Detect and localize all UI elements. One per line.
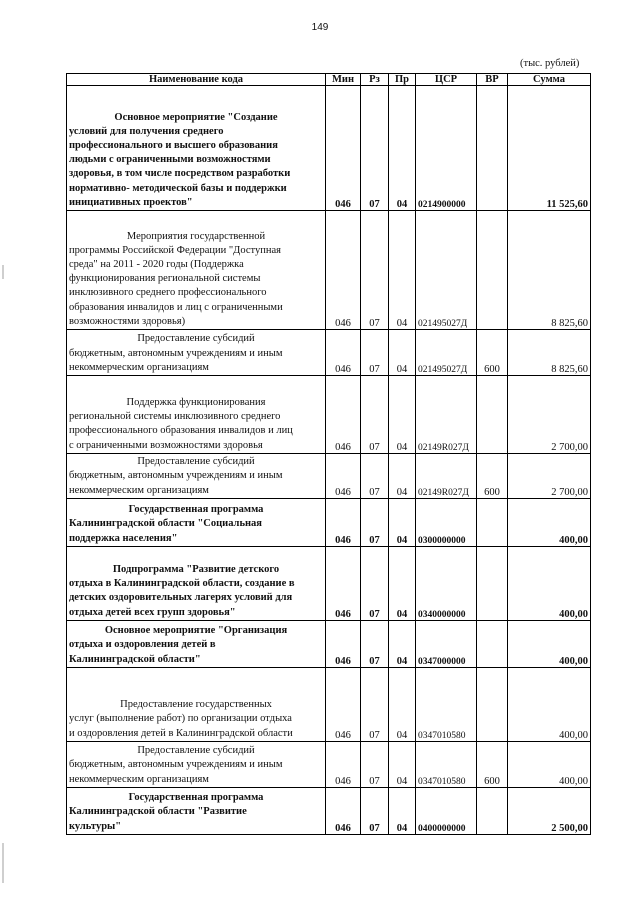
row-pr: 04 [389, 211, 416, 330]
row-csr: 0347010580 [416, 741, 477, 787]
row-sum: 8 825,60 [508, 330, 591, 376]
row-name-line: Поддержка функционирования [126, 397, 266, 408]
row-rz: 07 [361, 787, 389, 834]
row-sum: 11 525,60 [508, 86, 591, 211]
row-name-line: образования инвалидов и лиц с ограниченными [69, 301, 283, 313]
row-pr: 04 [389, 741, 416, 787]
row-sum: 2 700,00 [508, 453, 591, 498]
row-name-line: отдыха в Калининградской области, создание в [69, 578, 295, 590]
row-name [67, 86, 326, 211]
row-name-line: возможностями здоровья) [69, 315, 186, 327]
row-name-line: людьми с ограниченными возможностями [69, 154, 271, 166]
row-name-line: с ограниченными возможностями здоровья [69, 439, 263, 451]
row-name-line: нормативно- методической базы и поддержки [69, 182, 287, 194]
row-name [67, 741, 326, 787]
table-row [67, 330, 591, 376]
row-name-line: функционирования региональной системы [69, 273, 261, 285]
row-min: 046 [326, 86, 361, 211]
row-pr: 04 [389, 330, 416, 376]
row-min: 046 [326, 498, 361, 546]
row-sum: 400,00 [508, 546, 591, 620]
row-name-line: инклюзивного среднего профессионального [69, 287, 267, 299]
row-csr: 0347010580 [416, 667, 477, 741]
row-name-line: Калининградской области "Развитие [69, 806, 247, 818]
row-sum: 2 700,00 [508, 376, 591, 454]
row-name-line: поддержка населения" [69, 532, 178, 544]
row-name-line: инициативных проектов" [69, 196, 193, 208]
row-min: 046 [326, 667, 361, 741]
table-header-row [67, 74, 591, 86]
row-rz: 07 [361, 741, 389, 787]
row-name-line: отдыха и оздоровления детей в [69, 639, 216, 651]
row-name [67, 620, 326, 667]
header-min: Мин [326, 74, 361, 86]
row-csr: 0347000000 [416, 620, 477, 667]
header-name: Наименование кода [67, 74, 326, 86]
budget-table [66, 73, 591, 835]
row-name [67, 453, 326, 498]
header-csr: ЦСР [416, 74, 477, 86]
header-pr: Пр [389, 74, 416, 86]
row-min: 046 [326, 741, 361, 787]
row-csr: 0214900000 [416, 86, 477, 211]
row-name-line: Калининградской области "Социальная [69, 518, 262, 530]
table-row [67, 453, 591, 498]
row-csr: 02149R027Д [416, 376, 477, 454]
row-name [67, 330, 326, 376]
row-vr [477, 667, 508, 741]
row-pr: 04 [389, 787, 416, 834]
row-name-line: отдыха детей всех групп здоровья" [69, 606, 236, 618]
row-vr [477, 787, 508, 834]
table-row [67, 498, 591, 546]
row-min: 046 [326, 453, 361, 498]
row-name-line: Предоставление субсидий [137, 456, 255, 468]
row-name-line: региональной системы инклюзивного среднего [69, 411, 281, 423]
row-rz: 07 [361, 453, 389, 498]
row-min: 046 [326, 787, 361, 834]
row-name [67, 546, 326, 620]
row-vr [477, 86, 508, 211]
row-name-line: программы Российской Федерации "Доступная [69, 244, 281, 256]
row-name-line: Мероприятия государственной [126, 230, 266, 242]
table-row [67, 86, 591, 211]
row-min: 046 [326, 330, 361, 376]
row-name-line: услуг (выполнение работ) по организации отдыха [69, 713, 292, 725]
table-row [67, 376, 591, 454]
scan-edge-mark [2, 843, 4, 883]
scan-edge-mark [2, 265, 4, 279]
row-min: 046 [326, 620, 361, 667]
table-row [67, 211, 591, 330]
row-sum: 400,00 [508, 620, 591, 667]
row-name-line: некоммерческим организациям [69, 484, 209, 496]
row-name-line: Предоставление субсидий [137, 745, 255, 757]
page-number: 149 [311, 22, 329, 33]
row-pr: 04 [389, 498, 416, 546]
row-name [67, 787, 326, 834]
row-name-line: бюджетным, автономным учреждениям и иным [69, 347, 283, 359]
table-row [67, 741, 591, 787]
row-rz: 07 [361, 376, 389, 454]
row-sum: 400,00 [508, 498, 591, 546]
row-name-line: среда" на 2011 - 2020 годы (Поддержка [69, 258, 244, 270]
row-csr: 0300000000 [416, 498, 477, 546]
table-row [67, 787, 591, 834]
table-row [67, 667, 591, 741]
row-pr: 04 [389, 376, 416, 454]
row-rz: 07 [361, 667, 389, 741]
row-name-line: Основное мероприятие "Организация [104, 625, 288, 637]
row-sum: 400,00 [508, 667, 591, 741]
row-name-line: условий для получения среднего [69, 125, 224, 137]
row-vr: 600 [477, 741, 508, 787]
row-vr [477, 498, 508, 546]
row-name-line: некоммерческим организациям [69, 361, 209, 373]
row-pr: 04 [389, 620, 416, 667]
row-rz: 07 [361, 211, 389, 330]
row-csr: 0340000000 [416, 546, 477, 620]
row-name [67, 498, 326, 546]
row-csr: 0400000000 [416, 787, 477, 834]
row-vr: 600 [477, 330, 508, 376]
row-name-line: бюджетным, автономным учреждениям и иным [69, 759, 283, 771]
row-name-line: Предоставление субсидий [137, 333, 255, 345]
table-row [67, 546, 591, 620]
row-name-line: Государственная программа [128, 504, 264, 516]
header-vr: ВР [477, 74, 508, 86]
row-sum: 8 825,60 [508, 211, 591, 330]
row-name-line: бюджетным, автономным учреждениям и иным [69, 470, 283, 482]
row-name-line: Подпрограмма "Развитие детского [112, 564, 280, 575]
header-sum: Сумма [508, 74, 591, 86]
row-pr: 04 [389, 667, 416, 741]
row-name-line: детских оздоровительных лагерях условий для [69, 592, 293, 604]
row-sum: 400,00 [508, 741, 591, 787]
row-rz: 07 [361, 86, 389, 211]
row-vr: 600 [477, 453, 508, 498]
row-rz: 07 [361, 546, 389, 620]
row-pr: 04 [389, 86, 416, 211]
row-name [67, 376, 326, 454]
row-name-line: Калининградской области" [69, 653, 201, 665]
row-name-line: Государственная программа [128, 792, 264, 804]
table-row [67, 620, 591, 667]
row-vr [477, 376, 508, 454]
row-name-line: профессионального и высшего образования [69, 139, 278, 151]
header-rz: Рз [361, 74, 389, 86]
row-pr: 04 [389, 546, 416, 620]
row-pr: 04 [389, 453, 416, 498]
row-name-line: культуры" [69, 820, 122, 832]
row-name-line: Предоставление государственных [120, 699, 272, 711]
row-csr: 021495027Д [416, 330, 477, 376]
row-name-line: здоровья, в том числе посредством разработки [69, 168, 291, 180]
row-rz: 07 [361, 330, 389, 376]
row-name-line: и оздоровления детей в Калининградской области [69, 727, 293, 739]
row-rz: 07 [361, 498, 389, 546]
row-min: 046 [326, 546, 361, 620]
row-name-line: Основное мероприятие "Создание [114, 111, 278, 123]
units-label: (тыс. рублей) [520, 58, 580, 69]
row-name-line: некоммерческим организациям [69, 773, 209, 785]
row-rz: 07 [361, 620, 389, 667]
row-vr [477, 620, 508, 667]
row-csr: 02149R027Д [416, 453, 477, 498]
row-min: 046 [326, 376, 361, 454]
row-sum: 2 500,00 [508, 787, 591, 834]
row-csr: 021495027Д [416, 211, 477, 330]
row-name [67, 667, 326, 741]
row-name [67, 211, 326, 330]
row-vr [477, 211, 508, 330]
row-vr [477, 546, 508, 620]
row-name-line: профессионального образования инвалидов и лиц [69, 425, 293, 437]
row-min: 046 [326, 211, 361, 330]
